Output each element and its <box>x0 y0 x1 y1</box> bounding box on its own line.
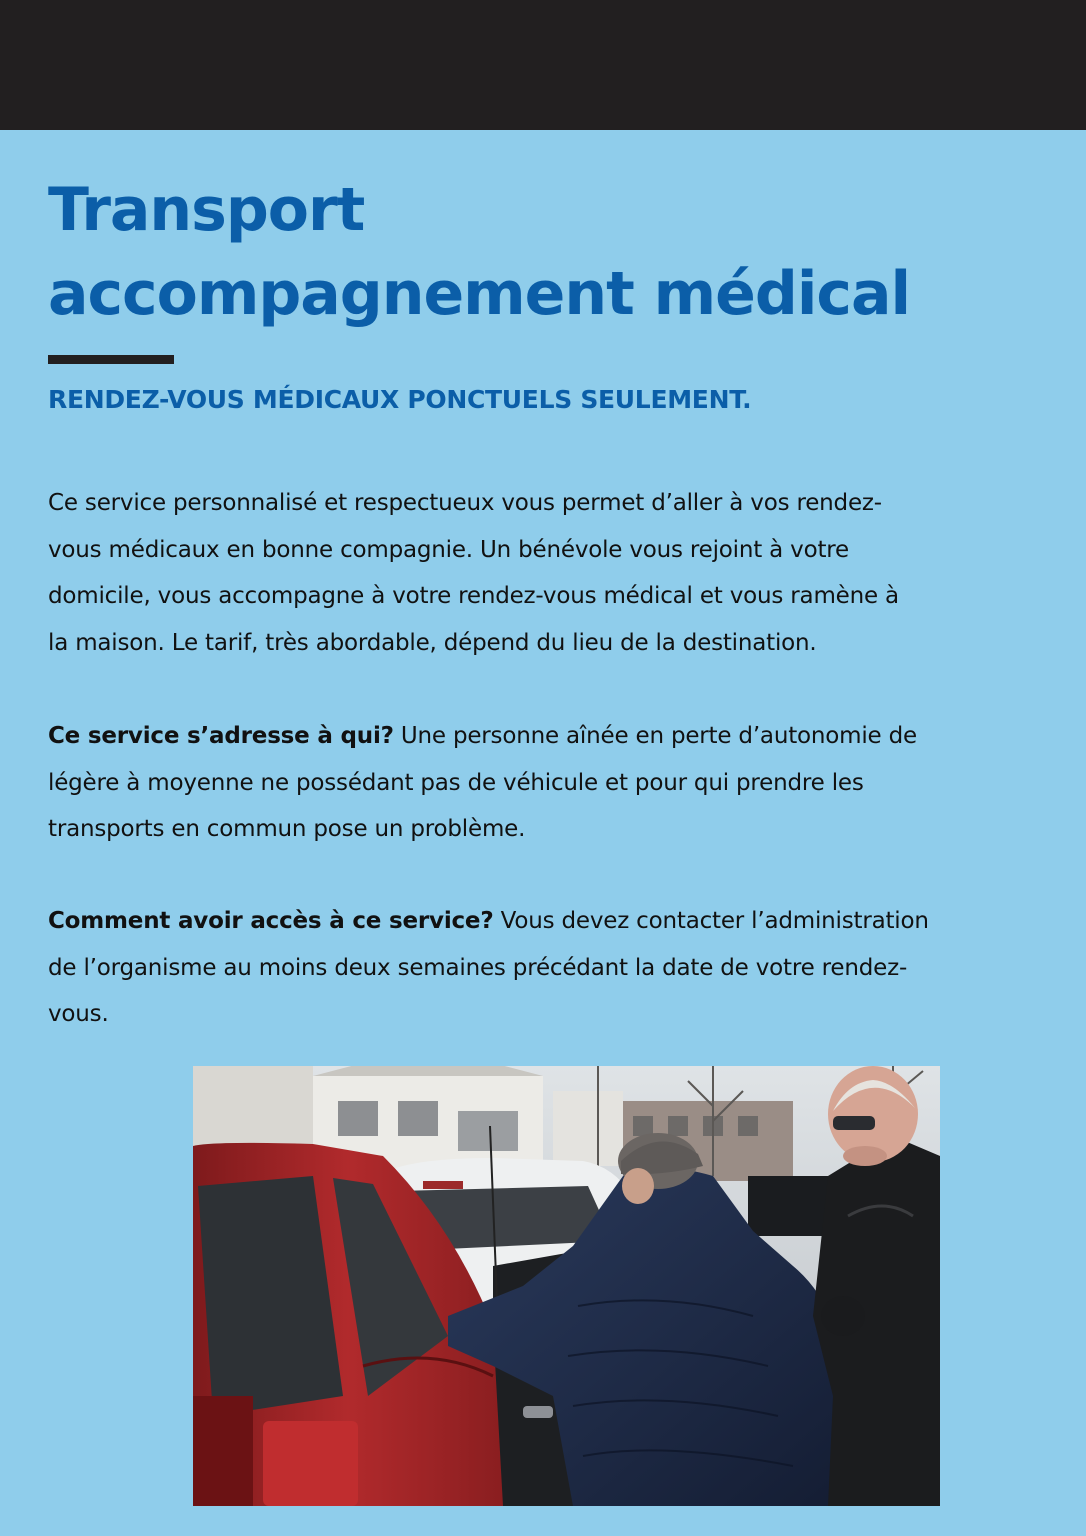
title-divider <box>48 355 174 364</box>
photo-illustration <box>193 1066 940 1506</box>
title-line-1: Transport <box>48 175 365 245</box>
volunteer-helping-senior-photo <box>193 1066 940 1506</box>
audience-answer-start: Une personne aînée en perte d’autonomie de <box>393 723 917 749</box>
page-title <box>48 168 1058 336</box>
access-paragraph <box>48 898 1068 1038</box>
paragraph-line: transports en commun pose un problème. <box>48 816 526 842</box>
access-answer-start: Vous devez contacter l’administration <box>493 908 929 934</box>
paragraph-line: la maison. Le tarif, très abordable, dépend du lieu de la destination. <box>48 629 817 656</box>
access-question: Comment avoir accès à ce service? <box>48 908 494 934</box>
paragraph-line: Ce service personnalisé et respectueux vous permet d’aller à vos rendez- <box>48 490 882 516</box>
paragraph-line <box>48 713 1068 760</box>
subtitle: RENDEZ-VOUS MÉDICAUX PONCTUELS SEULEMENT. <box>48 385 752 414</box>
paragraph-line: vous. <box>48 1001 109 1027</box>
audience-question: Ce service s’adresse à qui? <box>48 723 394 749</box>
title-line-2: accompagnement médical <box>48 259 911 329</box>
paragraph-line: de l’organisme au moins deux semaines précédant la date de votre rendez- <box>48 954 908 981</box>
paragraph-line <box>48 898 1068 945</box>
audience-paragraph <box>48 713 1068 853</box>
description-paragraph <box>48 480 1068 666</box>
paragraph-line: domicile, vous accompagne à votre rendez-vous médical et vous ramène à <box>48 583 899 609</box>
paragraph-line: vous médicaux en bonne compagnie. Un bénévole vous rejoint à votre <box>48 536 849 563</box>
paragraph-line: légère à moyenne ne possédant pas de véhicule et pour qui prendre les <box>48 769 864 796</box>
top-band <box>0 0 1086 130</box>
